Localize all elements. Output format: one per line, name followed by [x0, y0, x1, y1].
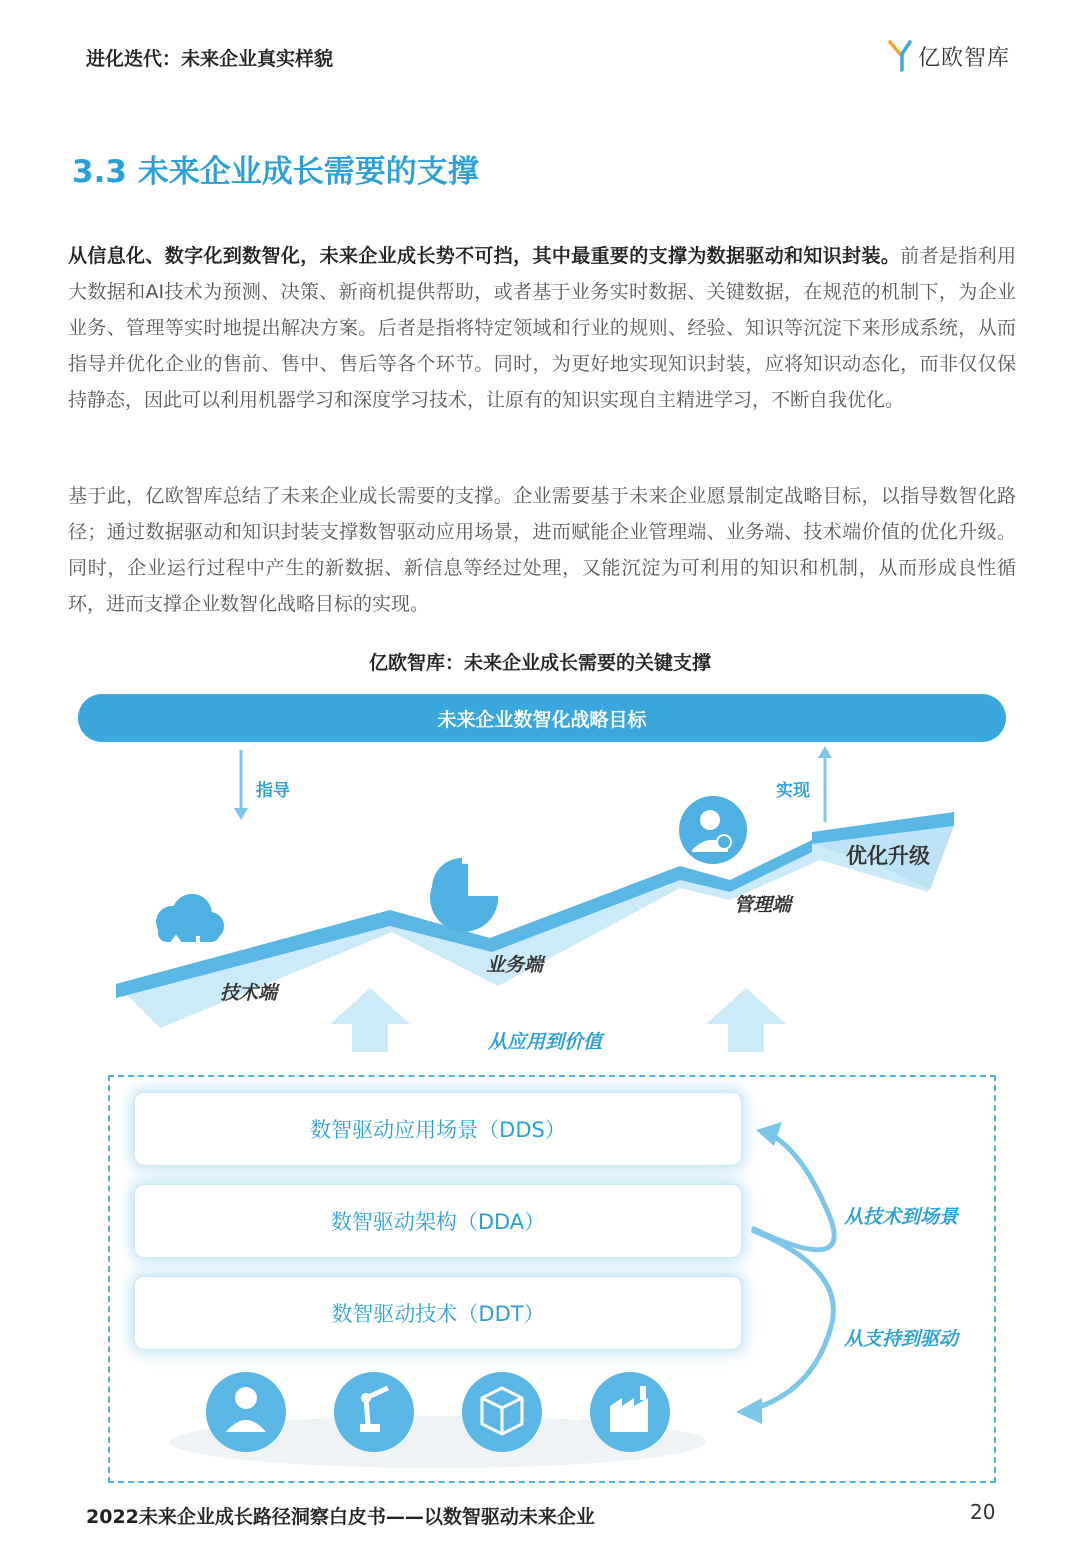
cycle-arrows-and-icons: [0, 1080, 1080, 1480]
support-to-drive-label: 从支持到驱动: [844, 1328, 959, 1350]
guide-arrow-icon: [234, 750, 248, 820]
support-to-drive-arrow: [750, 1230, 833, 1410]
paragraph-1: [68, 238, 1016, 418]
paragraph-1-bold: 从信息化、数字化到数智化，未来企业成长势不可挡，其中最重要的支撑为数据驱动和知识封装。: [68, 245, 901, 267]
pie-chart-icon: [430, 858, 498, 932]
layer-ddt: 数智驱动技术（DDT）: [134, 1276, 742, 1350]
person-icon: [206, 1372, 286, 1452]
brand-logo: [888, 36, 1010, 76]
box-icon: [462, 1372, 542, 1452]
up-arrow-right-icon: [706, 988, 786, 1052]
logo-text: 亿欧智库: [918, 45, 1011, 71]
layer-dda: 数智驱动架构（DDA）: [134, 1184, 742, 1258]
realize-arrow-icon: [818, 746, 832, 822]
section-title: 3.3 未来企业成长需要的支撑: [72, 154, 479, 190]
paragraph-2: 基于此，亿欧智库总结了未来企业成长需要的支撑。企业需要基于未来企业愿景制定战略目标，以指导数智化路径；通过数据驱动和知识封装支撑数智驱动应用场景，进而赋能企业管理端、业务端、技术端价值的优化升级。同时，企业运行过程中产生的新数据、新信息等经过处理，又能沉淀为可利用的知识和机制，从而形成良性循环，进而支撑企业数智化战略目标的实现。: [68, 485, 1016, 615]
realize-label: 实现: [776, 781, 810, 801]
figure-title: 亿欧智库：未来企业成长需要的关键支撑: [368, 652, 711, 674]
guide-label: 指导: [256, 781, 290, 801]
app-to-value-label: 从应用到价值: [488, 1031, 603, 1053]
footer-title: 2022未来企业成长路径洞察白皮书——以数智驱动未来企业: [86, 1506, 595, 1528]
tech-end-label: 技术端: [220, 982, 278, 1004]
management-end-label: 管理端: [734, 894, 792, 916]
layer-dds: 数智驱动应用场景（DDS）: [134, 1092, 742, 1166]
up-arrow-left-icon: [330, 988, 410, 1052]
factory-icon: [590, 1372, 670, 1452]
logo-mark-icon: [888, 38, 914, 74]
tech-to-scene-arrow: [752, 1132, 834, 1250]
paragraph-1-text: 前者是指利用大数据和AI技术为预测、决策、新商机提供帮助，或者基于业务实时数据、关键数据，在规范的机制下，为企业业务、管理等实时地提出解决方案。后者是指将特定领域和行业的规则、经验、知识等沉淀下来形成系统，从而指导并优化企业的售前、售中、售后等各个环节。同时，为更好地实现知识封装，应将知识动态化，而非仅仅保持静态，因此可以利用机器学习和深度学习技术，让原有的知识实现自主精进学习，不断自我优化。: [68, 245, 1016, 411]
business-end-label: 业务端: [486, 954, 544, 976]
running-header: 进化迭代：未来企业真实样貌: [86, 48, 334, 70]
strategy-goal-bar: 未来企业数智化战略目标: [78, 694, 1006, 742]
tech-to-scene-label: 从技术到场景: [844, 1206, 959, 1228]
robot-arm-icon: [334, 1372, 414, 1452]
optimize-label: 优化升级: [846, 844, 930, 868]
page-number: 20: [970, 1500, 996, 1524]
cloud-transfer-icon: [156, 894, 224, 960]
manager-icon: [679, 796, 747, 864]
